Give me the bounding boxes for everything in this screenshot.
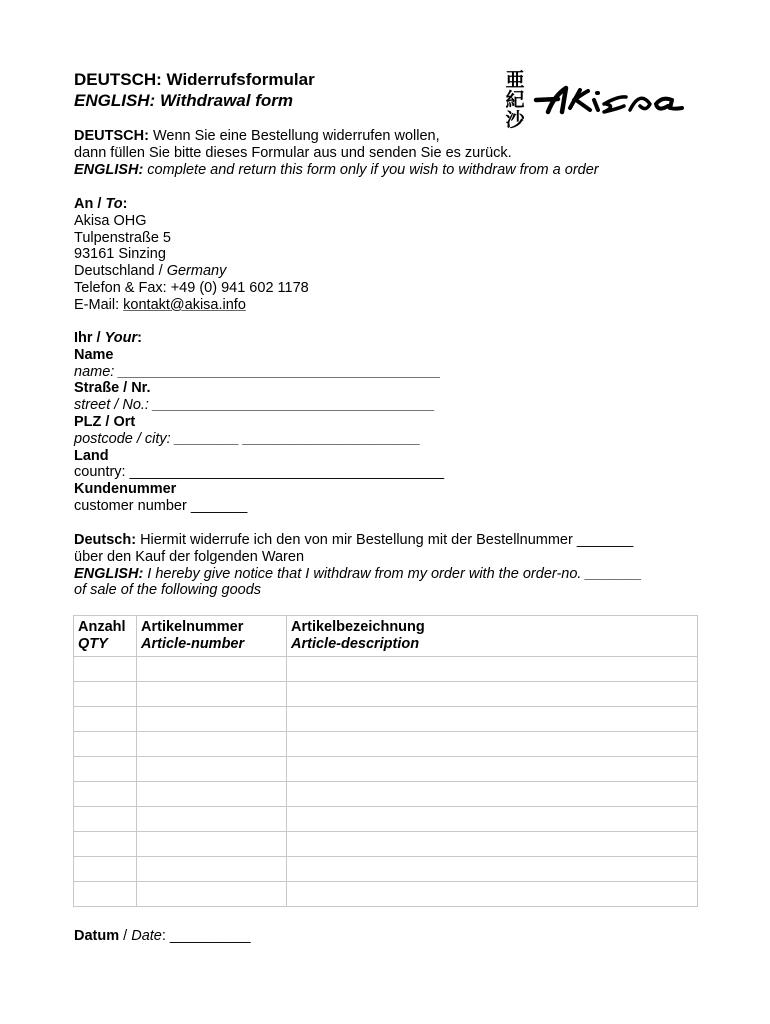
article-description-cell[interactable] — [287, 807, 698, 832]
withdrawal-notice — [74, 532, 642, 599]
name-field[interactable]: name: ________________________________________ — [74, 363, 441, 380]
zip-label: PLZ / Ort — [74, 413, 136, 430]
table-row — [74, 832, 698, 857]
notice-german-line2: über den Kauf der folgenden Waren — [74, 548, 305, 565]
email-link[interactable]: kontakt@akisa.info — [123, 296, 246, 313]
logo-kanji-1: 亜 — [505, 69, 525, 91]
article-number-cell[interactable] — [137, 882, 287, 907]
notice-german-line1: Deutsch: Hiermit widerrufe ich den von mir Bestellung mit der Bestellnummer _______ — [74, 532, 634, 548]
country-field[interactable]: country: _______________________________________ — [74, 464, 445, 481]
article-description-cell[interactable] — [287, 782, 698, 807]
table-row — [74, 682, 698, 707]
recipient-street: Tulpenstraße 5 — [74, 229, 171, 246]
intro-german-line2: dann füllen Sie bitte dieses Formular aus und senden Sie es zurück. — [74, 144, 512, 161]
name-label: Name — [74, 346, 114, 363]
title-german: DEUTSCH: Widerrufsformular — [74, 70, 315, 89]
country-label: Land — [74, 447, 109, 464]
recipient-country: Deutschland / Germany — [74, 263, 227, 280]
table-row — [74, 657, 698, 682]
qty-cell[interactable] — [74, 882, 137, 907]
logo-wordmark — [536, 88, 682, 112]
article-number-cell[interactable] — [137, 832, 287, 857]
table-row — [74, 732, 698, 757]
header-qty: Anzahl QTY — [74, 616, 137, 657]
table-row — [74, 782, 698, 807]
article-description-cell[interactable] — [287, 707, 698, 732]
recipient-address — [74, 196, 309, 314]
qty-cell[interactable] — [74, 757, 137, 782]
article-number-cell[interactable] — [137, 707, 287, 732]
intro-german-line1: DEUTSCH: Wenn Sie eine Bestellung widerrufen wollen, — [74, 128, 440, 144]
street-field[interactable]: street / No.: ___________________________________ — [74, 397, 436, 414]
customer-section — [74, 330, 444, 515]
street-label: Straße / Nr. — [74, 380, 151, 397]
qty-cell[interactable] — [74, 682, 137, 707]
article-number-cell[interactable] — [137, 682, 287, 707]
zip-city-field[interactable]: postcode / city: ________ ______________________ — [74, 430, 421, 447]
goods-table — [73, 615, 698, 907]
article-number-cell[interactable] — [137, 807, 287, 832]
logo-kanji-2: 紀 — [505, 89, 525, 111]
article-description-cell[interactable] — [287, 857, 698, 882]
akisa-logo — [500, 66, 700, 130]
table-row — [74, 707, 698, 732]
recipient-city: 93161 Sinzing — [74, 246, 166, 263]
form-title — [74, 69, 315, 111]
article-description-cell[interactable] — [287, 657, 698, 682]
article-description-cell[interactable] — [287, 757, 698, 782]
header-article-description: Artikelbezeichnung Article-description — [287, 616, 698, 657]
logo-kanji-3: 沙 — [505, 109, 525, 130]
article-description-cell[interactable] — [287, 682, 698, 707]
recipient-heading: An / To: — [74, 196, 128, 212]
recipient-company: Akisa OHG — [74, 212, 147, 229]
customer-number-field[interactable]: customer number _______ — [74, 497, 248, 514]
qty-cell[interactable] — [74, 732, 137, 757]
article-description-cell[interactable] — [287, 882, 698, 907]
article-number-cell[interactable] — [137, 757, 287, 782]
qty-cell[interactable] — [74, 857, 137, 882]
title-english: ENGLISH: Withdrawal form — [74, 91, 293, 110]
table-row — [74, 882, 698, 907]
qty-cell[interactable] — [74, 832, 137, 857]
table-header-row — [74, 616, 698, 657]
table-row — [74, 807, 698, 832]
recipient-phone: Telefon & Fax: +49 (0) 941 602 1178 — [74, 279, 309, 296]
date-field[interactable]: __________ — [165, 928, 251, 944]
intro-english: ENGLISH: complete and return this form only if you wish to withdraw from a order — [74, 161, 599, 178]
qty-cell[interactable] — [74, 657, 137, 682]
notice-english-line2: of sale of the following goods — [74, 582, 262, 599]
customer-number-label: Kundenummer — [74, 481, 177, 498]
customer-heading: Ihr / Your: — [74, 330, 142, 346]
table-row — [74, 757, 698, 782]
date-line: Datum / Date: __________ — [74, 928, 251, 944]
recipient-email: E-Mail: kontakt@akisa.info — [74, 296, 246, 313]
intro-section — [74, 128, 599, 178]
article-number-cell[interactable] — [137, 657, 287, 682]
article-description-cell[interactable] — [287, 732, 698, 757]
qty-cell[interactable] — [74, 807, 137, 832]
notice-english-line1: ENGLISH: I hereby give notice that I withdraw from my order with the order-no. _______ — [74, 565, 642, 582]
article-number-cell[interactable] — [137, 857, 287, 882]
table-row — [74, 857, 698, 882]
article-number-cell[interactable] — [137, 782, 287, 807]
article-description-cell[interactable] — [287, 832, 698, 857]
article-number-cell[interactable] — [137, 732, 287, 757]
qty-cell[interactable] — [74, 707, 137, 732]
qty-cell[interactable] — [74, 782, 137, 807]
header-article-number: Artikelnummer Article-number — [137, 616, 287, 657]
